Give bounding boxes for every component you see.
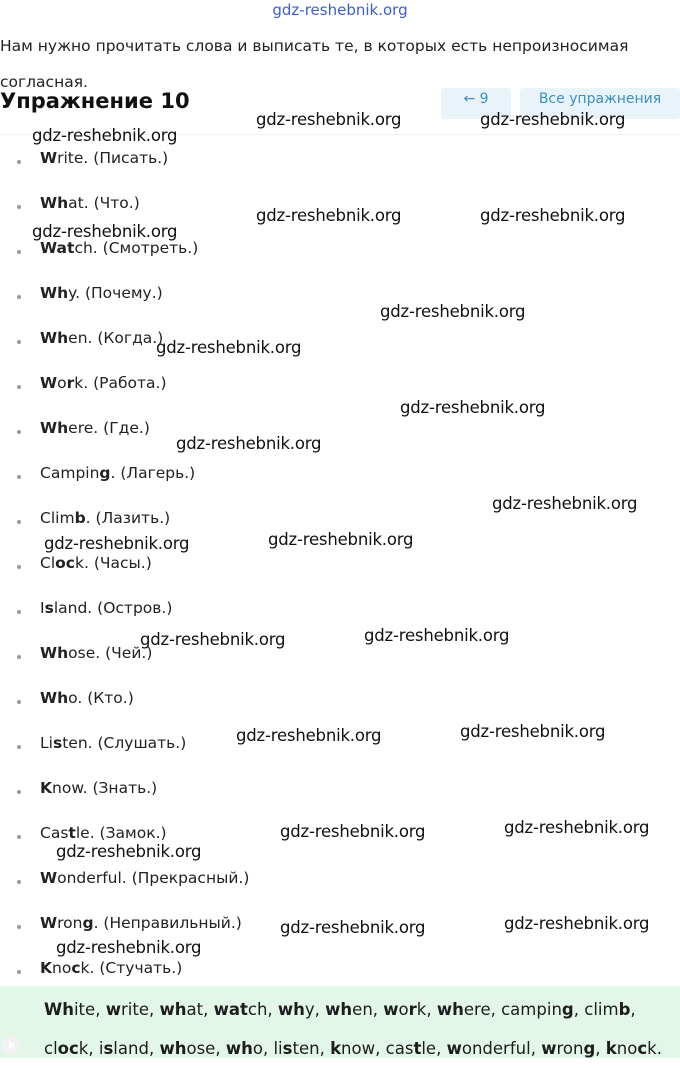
word-text: Castle. (Замок.) (40, 824, 167, 842)
word-text: What. (Что.) (40, 194, 140, 212)
watermark-text: gdz-reshebnik.org (32, 126, 178, 145)
bullet-icon (17, 790, 21, 794)
bullet-icon (17, 835, 21, 839)
watermark-text: gdz-reshebnik.org (492, 494, 638, 513)
watermark-text: gdz-reshebnik.org (364, 626, 510, 645)
bullet-icon (17, 520, 21, 524)
watermark-text: gdz-reshebnik.org (256, 206, 402, 225)
watermark-text: gdz-reshebnik.org (400, 398, 546, 417)
word-text: When. (Когда.) (40, 329, 164, 347)
bullet-icon (17, 340, 21, 344)
word-text: Watch. (Смотреть.) (40, 239, 199, 257)
play-icon[interactable] (2, 1036, 20, 1054)
bullet-icon (17, 610, 21, 614)
bullet-icon (17, 565, 21, 569)
word-text: Why. (Почему.) (40, 284, 163, 302)
bullet-icon (17, 475, 21, 479)
bullet-icon (17, 700, 21, 704)
watermark-text: gdz-reshebnik.org (156, 338, 302, 357)
bullet-icon (17, 430, 21, 434)
watermark-text: gdz-reshebnik.org (280, 918, 426, 937)
bullet-icon (17, 250, 21, 254)
answer-text: White, write, what, watch, why, when, work, where, camping, climb, clock, island, whose, who, listen, know, castle, wonderful, wrong, knock. (44, 1000, 662, 1058)
watermark-text: gdz-reshebnik.org (32, 222, 178, 241)
watermark-text: gdz-reshebnik.org (480, 110, 626, 129)
site-link[interactable]: gdz-reshebnik.org (272, 1, 408, 19)
watermark-text: gdz-reshebnik.org (504, 818, 650, 837)
watermark-text: gdz-reshebnik.org (268, 530, 414, 549)
bullet-icon (17, 295, 21, 299)
word-text: Knock. (Стучать.) (40, 959, 183, 977)
bullet-icon (17, 925, 21, 929)
word-text: Where. (Где.) (40, 419, 150, 437)
word-text: Climb. (Лазить.) (40, 509, 171, 527)
bullet-icon (17, 160, 21, 164)
watermark-text: gdz-reshebnik.org (504, 914, 650, 933)
watermark-text: gdz-reshebnik.org (460, 722, 606, 741)
prev-exercise-button[interactable]: ← 9 (441, 88, 511, 119)
watermark-text: gdz-reshebnik.org (140, 630, 286, 649)
watermark-text: gdz-reshebnik.org (176, 434, 322, 453)
watermark-text: gdz-reshebnik.org (480, 206, 626, 225)
exercise-title: Упражнение 10 (0, 89, 190, 113)
word-text: Wrong. (Неправильный.) (40, 914, 242, 932)
word-text: Clock. (Часы.) (40, 554, 152, 572)
bullet-icon (17, 205, 21, 209)
watermark-text: gdz-reshebnik.org (380, 302, 526, 321)
word-text: Camping. (Лагерь.) (40, 464, 196, 482)
word-text: Listen. (Слушать.) (40, 734, 187, 752)
word-text: Whose. (Чей.) (40, 644, 153, 662)
word-text: Island. (Остров.) (40, 599, 173, 617)
all-exercises-button[interactable]: Все упражнения (520, 88, 680, 119)
bullet-icon (17, 745, 21, 749)
word-text: Write. (Писать.) (40, 149, 169, 167)
bullet-icon (17, 385, 21, 389)
watermark-text: gdz-reshebnik.org (236, 726, 382, 745)
bullet-icon (17, 970, 21, 974)
watermark-text: gdz-reshebnik.org (44, 534, 190, 553)
word-text: Work. (Работа.) (40, 374, 167, 392)
bullet-icon (17, 880, 21, 884)
word-text: Know. (Знать.) (40, 779, 158, 797)
answer-box (0, 986, 680, 1058)
watermark-text: gdz-reshebnik.org (56, 938, 202, 957)
word-text: Wonderful. (Прекрасный.) (40, 869, 250, 887)
word-text: Who. (Кто.) (40, 689, 134, 707)
watermark-text: gdz-reshebnik.org (256, 110, 402, 129)
watermark-text: gdz-reshebnik.org (56, 842, 202, 861)
watermark-text: gdz-reshebnik.org (280, 822, 426, 841)
bullet-icon (17, 655, 21, 659)
intro-text: Нам нужно прочитать слова и выписать те, в которых есть непроизносимая согласная. (0, 37, 629, 91)
